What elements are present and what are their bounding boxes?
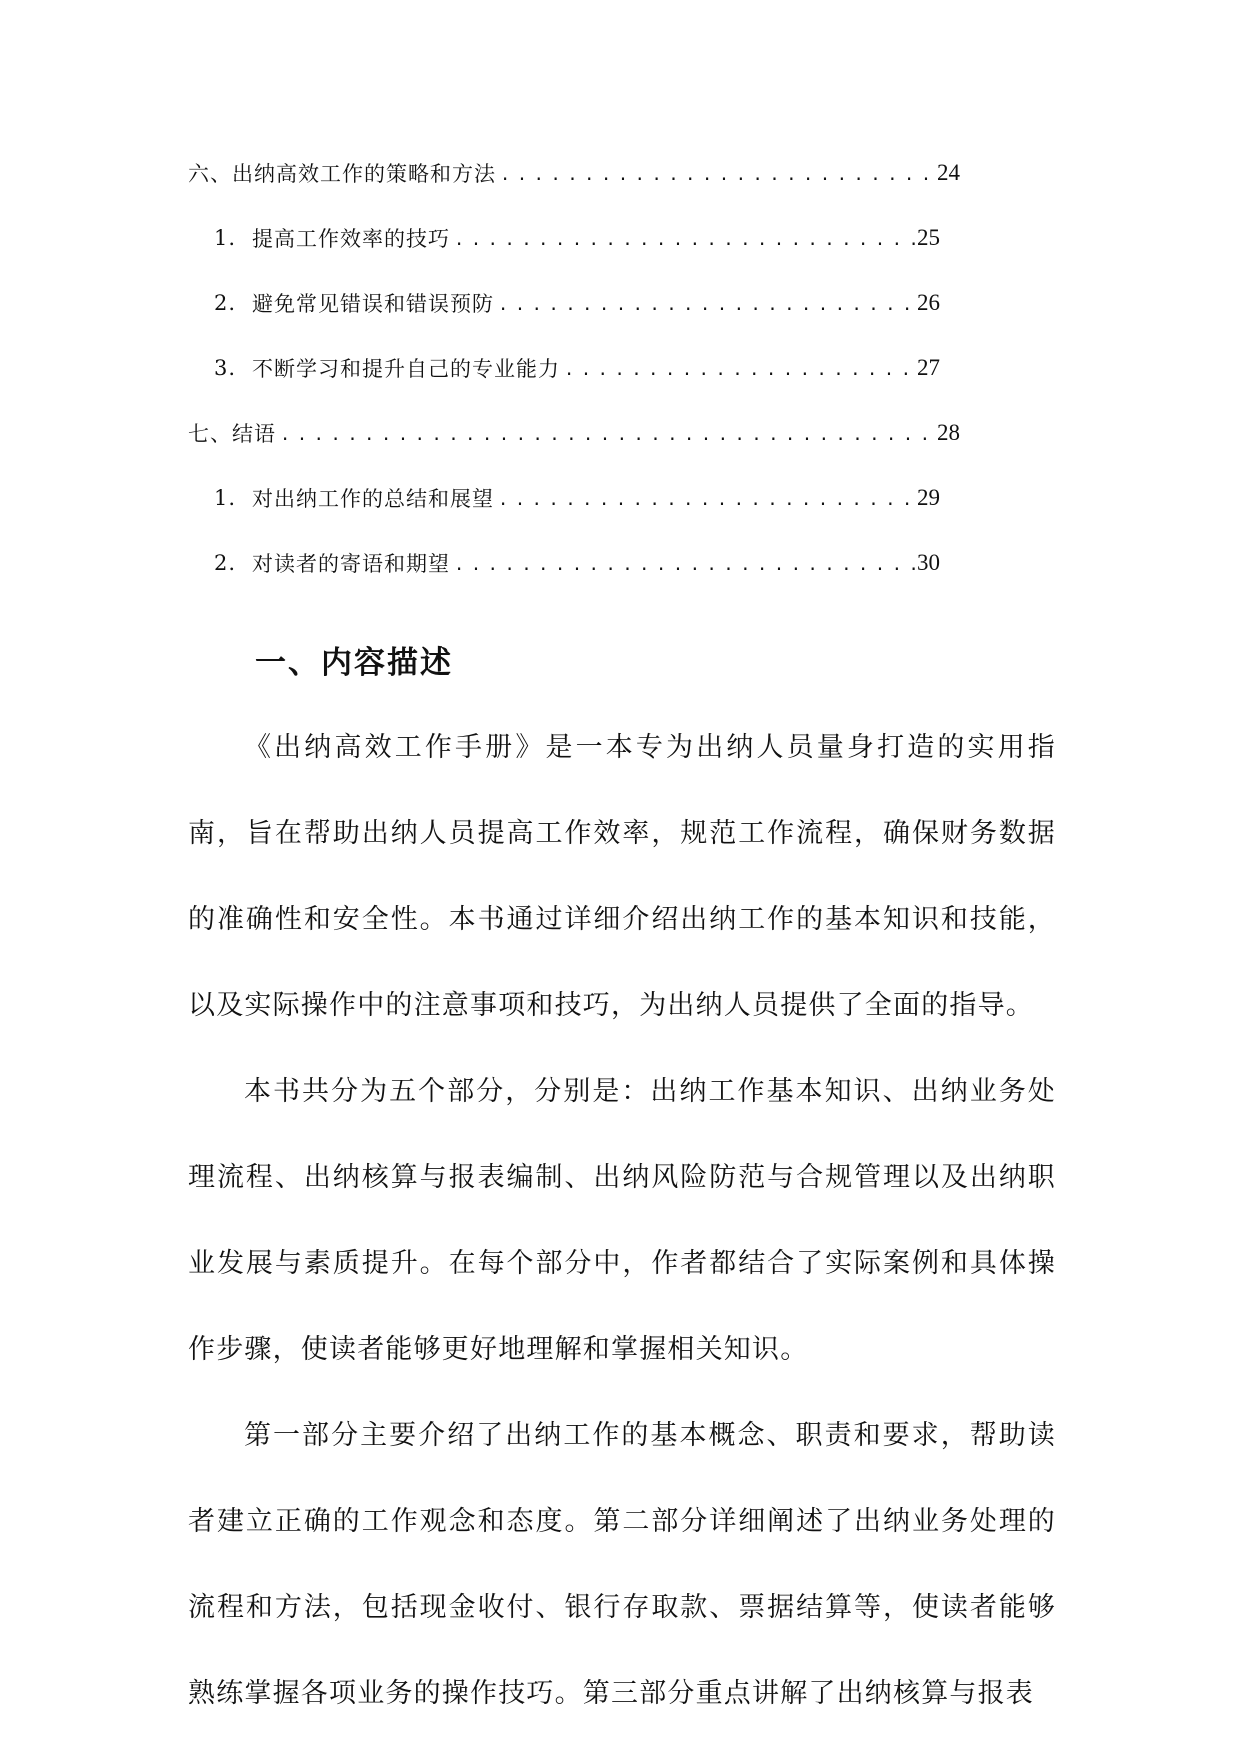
toc-dot-leader <box>454 555 915 575</box>
toc-entry-number: 1. <box>214 225 237 250</box>
body-paragraph: 《出纳高效工作手册》是一本专为出纳人员量身打造的实用指南，旨在帮助出纳人员提高工作效率，规范工作流程，确保财务数据的准确性和安全性。本书通过详细介绍出纳工作的基本知识和技能，以及实际操作中的注意事项和技巧，为出纳人员提供了全面的指导。 <box>188 732 1056 1021</box>
toc-entry[interactable] <box>188 140 960 205</box>
toc-page-number: 27 <box>917 354 940 380</box>
toc-entry[interactable] <box>188 530 940 595</box>
toc-entry-title: 不断学习和提升自己的专业能力 <box>252 356 560 381</box>
toc-page-number: 24 <box>937 159 960 185</box>
toc-entry[interactable] <box>188 335 940 400</box>
toc-page-number: 29 <box>917 484 940 510</box>
toc-entry[interactable] <box>188 205 940 270</box>
toc-page-number: 26 <box>917 289 940 315</box>
section-body <box>188 705 1056 1737</box>
toc-entry-title: 提高工作效率的技巧 <box>252 226 450 251</box>
toc-entry-title: 对读者的寄语和期望 <box>252 551 450 576</box>
toc-entry[interactable] <box>188 400 960 465</box>
toc-page-number: 28 <box>937 419 960 445</box>
toc-dot-leader <box>498 490 915 510</box>
toc-entry-number: 3. <box>214 355 237 380</box>
toc-page-number: 25 <box>917 224 940 250</box>
toc-dot-leader <box>454 230 915 250</box>
section-heading: 一、内容描述 <box>255 645 453 681</box>
toc-page-number: 30 <box>917 549 940 575</box>
toc-dot-leader <box>280 425 935 445</box>
toc-entry[interactable] <box>188 465 940 530</box>
body-paragraph: 本书共分为五个部分，分别是：出纳工作基本知识、出纳业务处理流程、出纳核算与报表编制、出纳风险防范与合规管理以及出纳职业发展与素质提升。在每个部分中，作者都结合了实际案例和具体操作步骤，使读者能够更好地理解和掌握相关知识。 <box>188 1076 1056 1365</box>
toc-entry-title: 七、结语 <box>188 421 276 446</box>
toc-entry-title: 对出纳工作的总结和展望 <box>252 486 494 511</box>
toc-entry-title: 避免常见错误和错误预防 <box>252 291 494 316</box>
body-paragraph: 第一部分主要介绍了出纳工作的基本概念、职责和要求，帮助读者建立正确的工作观念和态度。第二部分详细阐述了出纳业务处理的流程和方法，包括现金收付、银行存取款、票据结算等，使读者能够熟练掌握各项业务的操作技巧。第三部分重点讲解了出纳核算与报表 <box>188 1420 1056 1709</box>
toc-entry-number: 2. <box>214 290 237 315</box>
table-of-contents <box>188 140 960 595</box>
toc-entry-number: 2. <box>214 550 237 575</box>
toc-dot-leader <box>564 360 915 380</box>
toc-entry-title: 六、出纳高效工作的策略和方法 <box>188 161 496 186</box>
toc-entry[interactable] <box>188 270 940 335</box>
toc-entry-number: 1. <box>214 485 237 510</box>
toc-dot-leader <box>500 165 935 185</box>
toc-dot-leader <box>498 295 915 315</box>
